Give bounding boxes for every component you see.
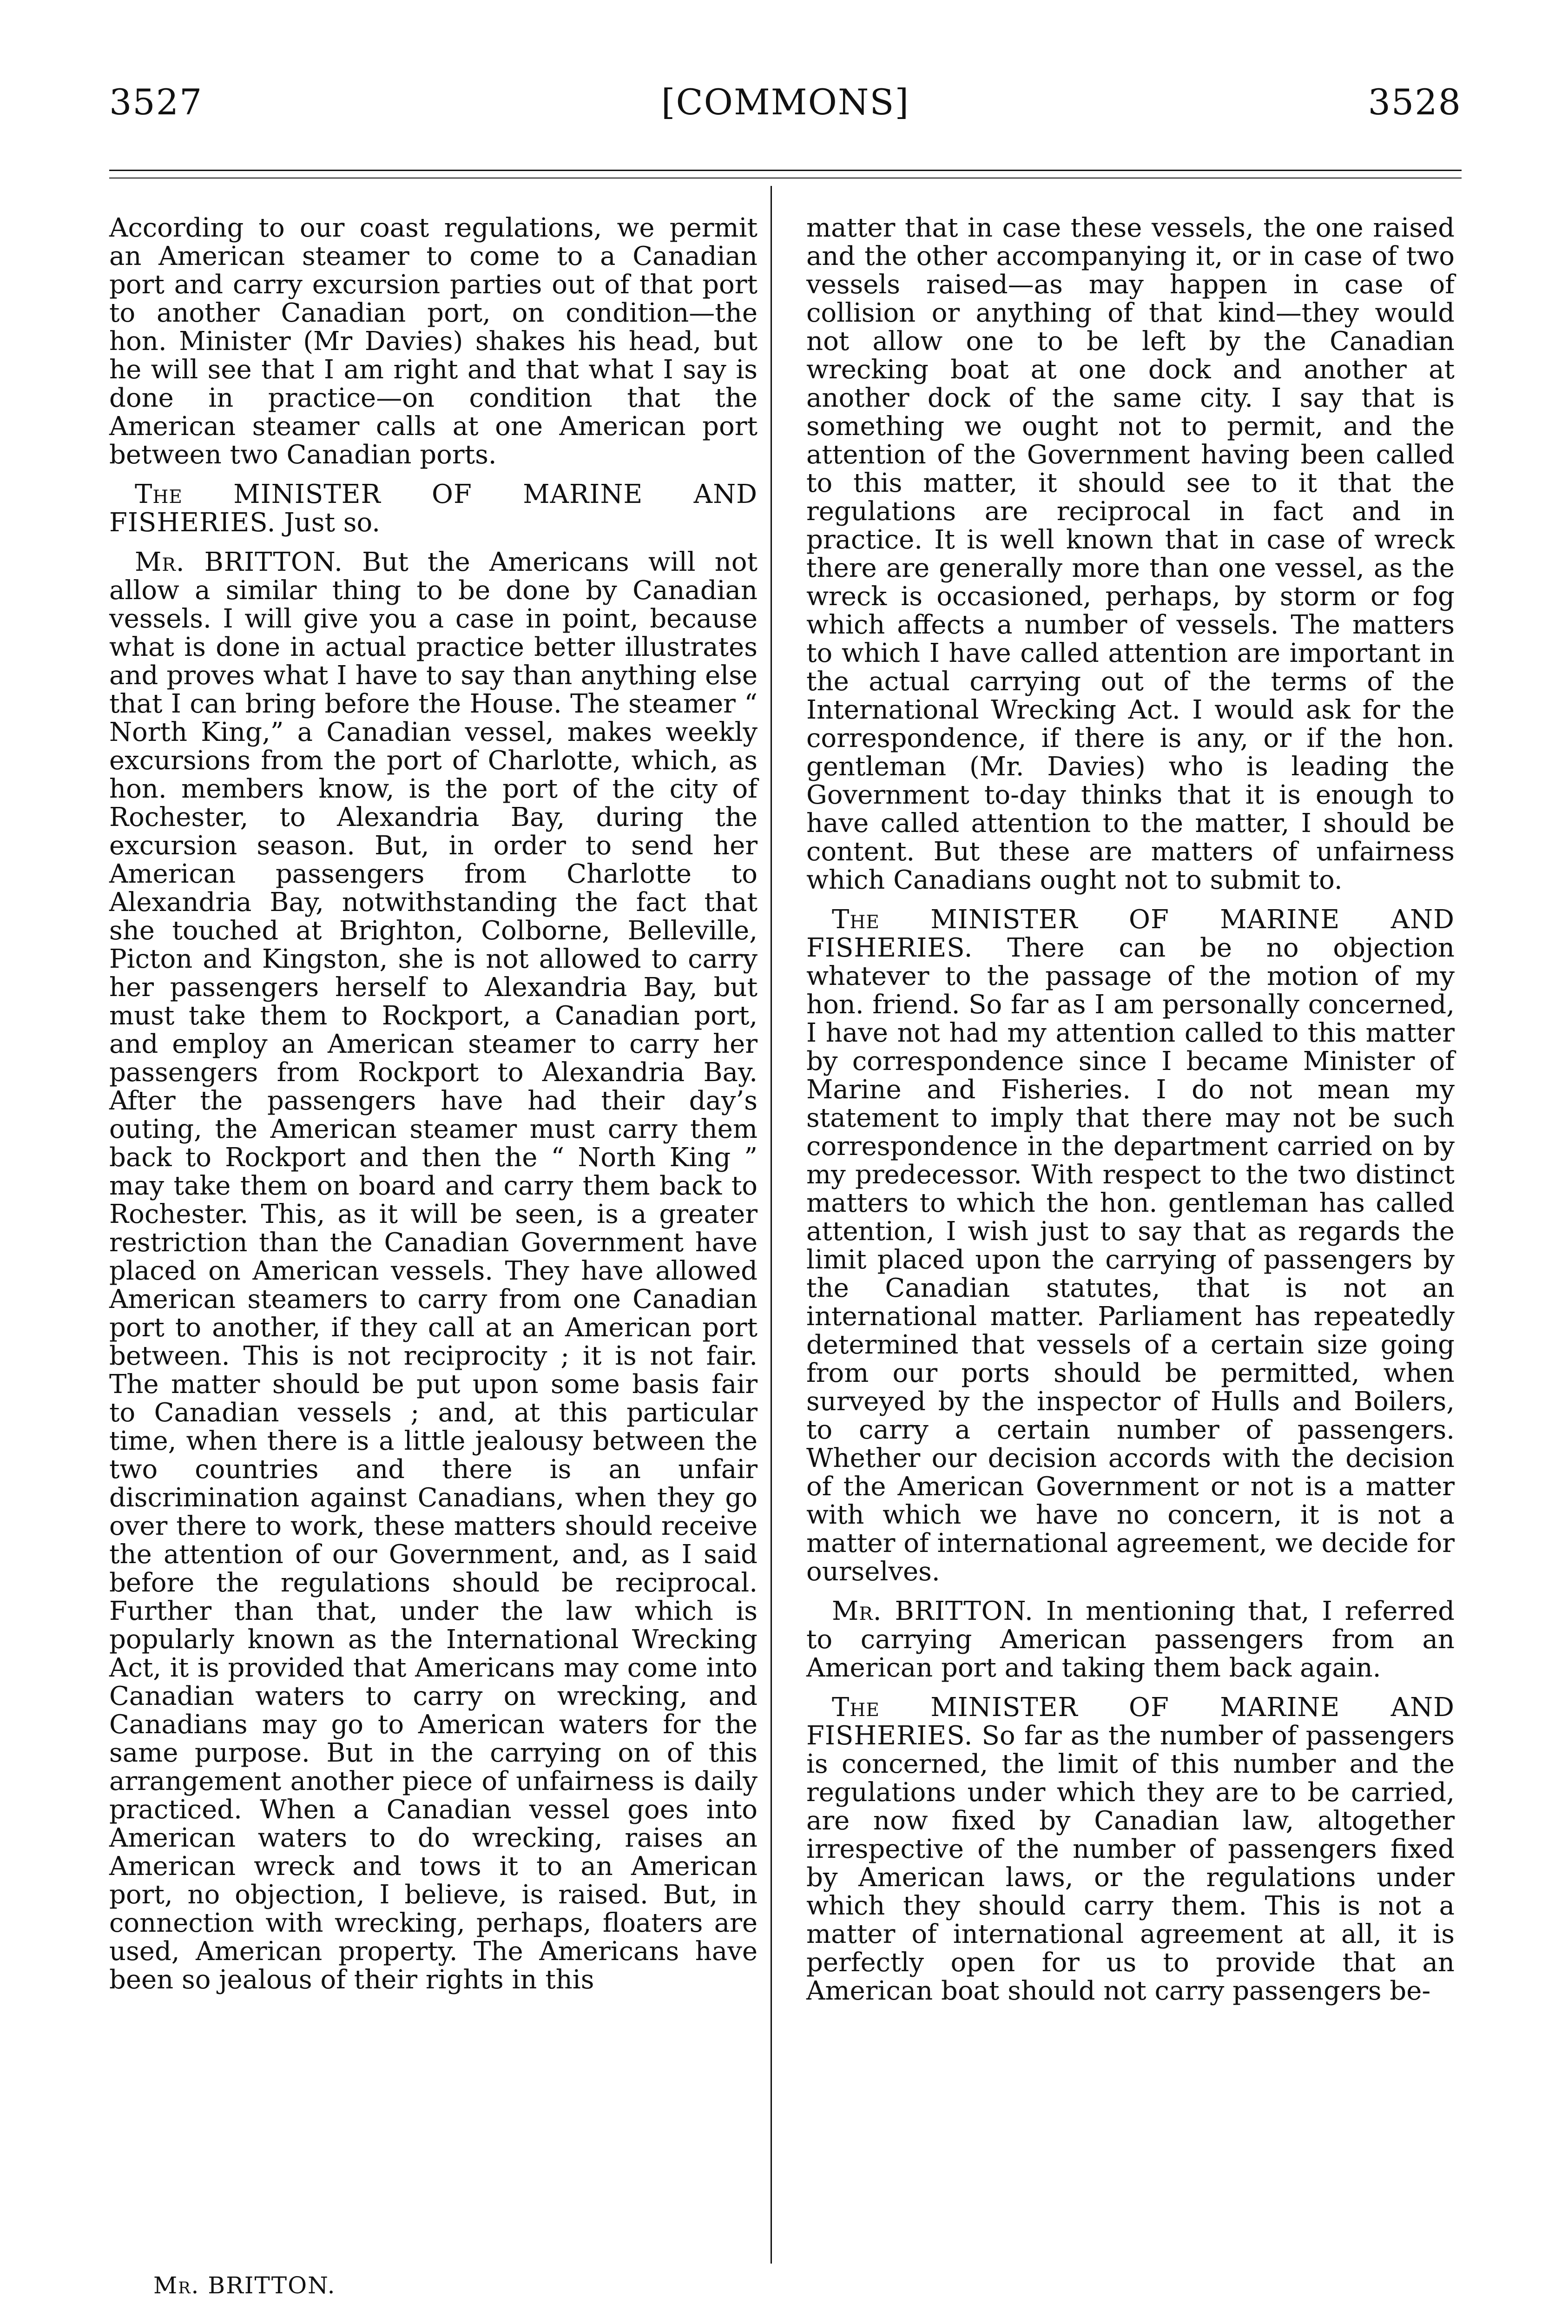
paragraph-text: There can be no objection whatever to the passage of the motion of my hon. friend. So far as I am personally concerned, I have not had my attention called to this matter by correspondence since I became Minister of Marine and Fisheries. I do not mean my statement to imply that there may not be such correspondence in the department carried on by my predecessor. With respect to the two distinct matters to which the hon. gentleman has called attention, I wish just to say that as regards the limit placed upon the carrying of passengers by the Canadian statutes, that is not an international matter. Parliament has repeatedly determined that vessels of a certain size going from our ports should be permitted, when surveyed by the inspector of Hulls and Boilers, to carry a certain number of passengers. Whether our decision accords with the decision of the American Government or not is a matter with which we have no concern, it is not a matter of international agreement, we decide for ourselves. <box>806 933 1455 1587</box>
paragraph <box>806 905 1455 1586</box>
paragraph <box>806 1693 1455 2005</box>
header-rule <box>109 170 1462 171</box>
paragraph <box>109 480 758 537</box>
footer-speaker: Mr. BRITTON. <box>153 2272 336 2299</box>
speaker-name: The MINISTER OF MARINE AND FISHERIES. <box>806 1692 1455 1751</box>
paragraph <box>109 214 758 469</box>
speaker-name: Mr. BRITTON. <box>135 547 343 577</box>
paragraph <box>109 548 758 1994</box>
left-page-number: 3527 <box>109 81 203 123</box>
page-header <box>109 81 1462 132</box>
paragraph-text: According to our coast regulations, we permit an American steamer to come to a Canadian port and carry excursion parties out of that port to another Canadian port, on condition—the hon. Minister (Mr Davies) shakes his head, but he will see that I am right and that what I say is done in practice—on condition that the American steamer calls at one American port between two Canadian ports. <box>109 213 758 470</box>
paragraph-text: But the Americans will not allow a similar thing to be done by Canadian vessels. I will give you a case in point, because what is done in actual practice better illustrates and proves what I have to say than anything else that I can bring before the House. The steamer “ North King,” a Canadian vessel, makes weekly excursions from the port of Charlotte, which, as hon. members know, is the port of the city of Rochester, to Alexandria Bay, during the excursion season. But, in order to send her American passengers from Charlotte to Alexandria Bay, notwithstanding the fact that she touched at Brighton, Colborne, Belleville, Picton and Kingston, she is not allowed to carry her passengers herself to Alexandria Bay, but must take them to Rockport, a Canadian port, and employ an American steamer to carry her passengers from Rockport to Alexandria Bay. After the passengers have had their day’s outing, the American steamer must carry them back to Rockport and then the “ North King ” may take them on board and carry them back to Rochester. This, as it will be seen, is a greater restriction than the Canadian Government have placed on American vessels. They have allowed American steamers to carry from one Canadian port to another, if they call at an American port between. This is not reciprocity ; it is not fair. The matter should be put upon some basis fair to Canadian vessels ; and, at this particular time, when there is a little jealousy between the two countries and there is an unfair discrimination against Canadians, when they go over there to work, these matters should receive the attention of our Government, and, as I said before the regulations should be reciprocal. Further than that, under the law which is popularly known as the International Wrecking Act, it is provided that Americans may come into Canadian waters to carry on wrecking, and Canadians may go to American waters for the same purpose. But in the carrying on of this arrangement another piece of unfairness is daily practiced. When a Canadian vessel goes into American waters to do wrecking, raises an American wreck and tows it to an American port, no objection, I believe, is raised. But, in connection with wrecking, perhaps, floaters are used, American property. The Americans have been so jealous of their rights in this <box>109 547 758 1995</box>
speaker-name: The MINISTER OF MARINE AND FISHERIES. <box>806 905 1455 963</box>
paragraph-text: In mentioning that, I referred to carrying American passengers from an American port and taking them back again. <box>806 1596 1455 1683</box>
column-divider <box>771 186 772 2264</box>
right-column <box>806 214 1455 2016</box>
speaker-name: The MINISTER OF MARINE AND FISHERIES. <box>109 479 758 538</box>
paragraph <box>806 1597 1455 1682</box>
speaker-name: Mr. BRITTON. <box>832 1596 1034 1626</box>
paragraph <box>806 214 1455 894</box>
running-title: [COMMONS] <box>661 81 910 123</box>
right-page-number: 3528 <box>1368 81 1462 123</box>
paragraph-text: So far as the number of passengers is concerned, the limit of this number and the regulations under which they are to be carried, are now fixed by Canadian law, altogether irrespective of the number of passengers fixed by American laws, or the regulations under which they should carry them. This is not a matter of international agreement at all, it is perfectly open for us to provide that an American boat should not carry passengers be- <box>806 1721 1455 2006</box>
paragraph-text: Just so. <box>284 508 381 538</box>
left-column <box>109 214 758 2005</box>
paragraph-text: matter that in case these vessels, the one raised and the other accompanying it, or in case of two vessels raised—as may happen in case of collision or anything of that kind—they would not allow one to be left by the Canadian wrecking boat at one dock and another at another dock of the same city. I say that is something we ought not to permit, and the attention of the Government having been called to this matter, it should see to it that the regulations are reciprocal in fact and in practice. It is well known that in case of wreck there are generally more than one vessel, as the wreck is occasioned, perhaps, by storm or fog which affects a number of vessels. The matters to which I have called attention are important in the actual carrying out of the terms of the International Wrecking Act. I would ask for the correspondence, if there is any, or if the hon. gentleman (Mr. Davies) who is leading the Government to-day thinks that it is enough to have called attention to the matter, I should be content. But these are matters of unfairness which Canadians ought not to submit to. <box>806 213 1455 895</box>
